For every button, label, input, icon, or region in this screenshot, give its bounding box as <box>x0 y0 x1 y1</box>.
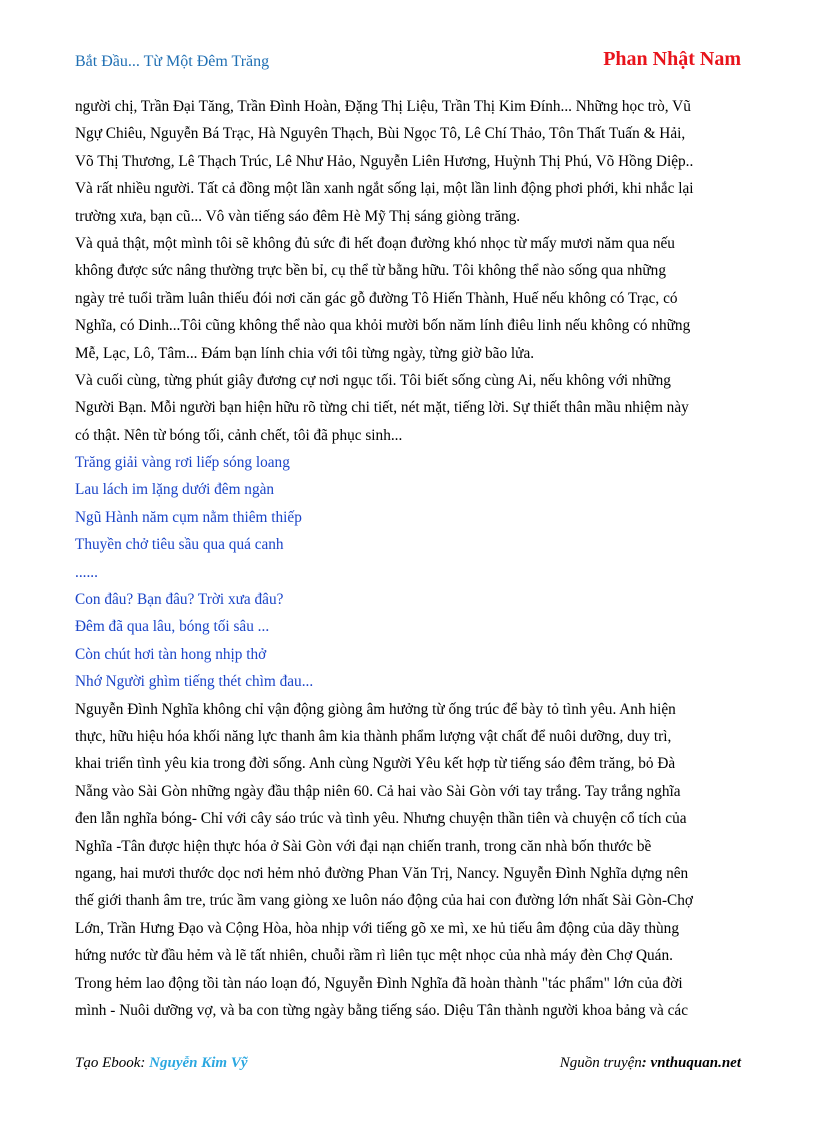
text-line: hứng nước từ đầu hẻm và lẽ tất nhiên, chuỗi rầm rì liên tục mệt nhọc của nhà máy đèn Chợ Quán. <box>75 947 673 965</box>
text-line: Nguyễn Đình Nghĩa không chỉ vận động giòng âm hưởng từ ống trúc để bày tỏ tình yêu. Anh hiện <box>75 700 676 718</box>
page-footer <box>75 1055 741 1077</box>
page-body <box>75 93 747 1024</box>
text-line: thế giới thanh âm tre, trúc ầm vang giòng xe luôn náo động của hai con đường lớn nhất Sài Gòn-Chợ <box>75 892 693 910</box>
poem-line: Ngũ Hành năm cụm nằm thiêm thiếp <box>75 508 302 526</box>
source-credit-label: Nguồn truyện <box>559 1055 642 1071</box>
poem-line: Đêm đã qua lâu, bóng tối sâu ... <box>75 618 270 636</box>
ebook-maker-name: Nguyễn Kim Vỹ <box>149 1055 248 1071</box>
text-line: trường xưa, bạn cũ... Vô vàn tiếng sáo đêm Hè Mỹ Thị sáng giòng trăng. <box>75 207 521 225</box>
poem-line: ...... <box>75 563 98 581</box>
text-line: đen lẫn nghĩa bóng- Chỉ với cây sáo trúc và tình yêu. Nhưng chuyện thần tiên và chuyện cổ tích của <box>75 810 687 828</box>
text-line: Và rất nhiều người. Tất cả đồng một lần xanh ngắt sống lại, một lần linh động phơi phới, khi nhắc lại <box>75 180 694 198</box>
text-line: Mễ, Lạc, Lô, Tâm... Đám bạn lính chia với tôi từng ngày, từng giờ bão lửa. <box>75 344 535 362</box>
poem-line: Còn chút hơi tàn hong nhịp thở <box>75 645 267 663</box>
text-line: Và quả thật, một mình tôi sẽ không đủ sức đi hết đoạn đường khó nhọc từ mấy mươi năm qua nếu <box>75 234 675 252</box>
ebook-credit <box>75 1055 248 1072</box>
text-line: có thật. Nên từ bóng tối, cảnh chết, tôi đã phục sinh... <box>75 426 403 444</box>
ebook-credit-label: Tạo Ebook <box>75 1055 141 1071</box>
text-line: Nghĩa, có Dinh...Tôi cũng không thể nào qua khỏi mười bốn năm lính điêu linh nếu không có những <box>75 317 691 335</box>
text-line: ngày trẻ tuổi trầm luân thiếu đói nơi căn gác gỗ đường Tô Hiến Thành, Huế nếu không có Trạc, có <box>75 289 678 307</box>
poem-line: Nhớ Người ghìm tiếng thét chìm đau... <box>75 673 314 691</box>
source-credit-separator: : <box>641 1055 651 1071</box>
text-line: Và cuối cùng, từng phút giây đương cự nơi ngục tối. Tôi biết sống cùng Ai, nếu không với những <box>75 371 671 389</box>
text-line: Lớn, Trần Hưng Đạo và Cộng Hòa, hòa nhịp với tiếng gõ xe mì, xe hủ tiếu âm động của dãy thùng <box>75 919 679 937</box>
text-line: Nẵng vào Sài Gòn những ngày đầu thập niên 60. Cả hai vào Sài Gòn với tay trắng. Tay trắng nghĩa <box>75 782 681 800</box>
text-line: khai triển tình yêu kia trong đời sống. Anh cùng Người Yêu kết hợp từ tiếng sáo đêm trăng, bỏ Đà <box>75 755 676 773</box>
source-credit <box>560 1055 741 1072</box>
poem-line: Thuyền chở tiêu sầu qua quá canh <box>75 536 284 554</box>
poem-line: Con đâu? Bạn đâu? Trời xưa đâu? <box>75 591 284 609</box>
source-site: vnthuquan.net <box>650 1055 741 1071</box>
text-line: thực, hữu hiệu hóa khối năng lực thanh âm kia thành phẩm lượng vật chất để nuôi dưỡng, duy trì, <box>75 727 672 745</box>
text-line: mình - Nuôi dưỡng vợ, và ba con từng ngày bằng tiếng sáo. Diệu Tân thành người khoa bảng và các <box>75 1001 689 1019</box>
text-line: Người Bạn. Mỗi người bạn hiện hữu rõ từng chi tiết, nét mặt, tiếng lời. Sự thiết thân mầu nhiệm này <box>75 399 689 417</box>
text-line: Nghĩa -Tân được hiện thực hóa ở Sài Gòn với đại nạn chiến tranh, trong căn nhà bốn thước bề <box>75 837 652 855</box>
author-name: Phan Nhật Nam <box>603 48 741 70</box>
text-line: Võ Thị Thương, Lê Thạch Trúc, Lê Như Hảo, Nguyễn Liên Hương, Huỳnh Thị Phú, Võ Hồng Diệp.. <box>75 152 694 170</box>
book-title: Bắt Đầu... Từ Một Đêm Trăng <box>75 53 270 70</box>
poem-line: Lau lách im lặng dưới đêm ngàn <box>75 481 275 499</box>
text-line: Trong hẻm lao động tồi tàn náo loạn đó, Nguyễn Đình Nghĩa đã hoàn thành "tác phẩm" lớn của đời <box>75 974 683 992</box>
text-line: không được sức nâng thường trực bền bỉ, cụ thể từ bằng hữu. Tôi không thể nào sống qua những <box>75 262 666 280</box>
text-line: Ngự Chiêu, Nguyễn Bá Trạc, Hà Nguyên Thạch, Bùi Ngọc Tô, Lê Chí Thảo, Tôn Thất Tuấn & Hải, <box>75 125 686 143</box>
page-header <box>75 48 741 76</box>
poem-line: Trăng giải vàng rơi liếp sóng loang <box>75 454 290 472</box>
ebook-credit-separator: : <box>140 1055 150 1071</box>
text-line: người chị, Trần Đại Tăng, Trần Đình Hoàn, Đặng Thị Liệu, Trần Thị Kim Đính... Những học trò, Vũ <box>75 98 691 115</box>
text-line: ngang, hai mươi thước dọc nơi hẻm nhỏ đường Phan Văn Trị, Nancy. Nguyễn Đình Nghĩa dựng nên <box>75 864 689 882</box>
